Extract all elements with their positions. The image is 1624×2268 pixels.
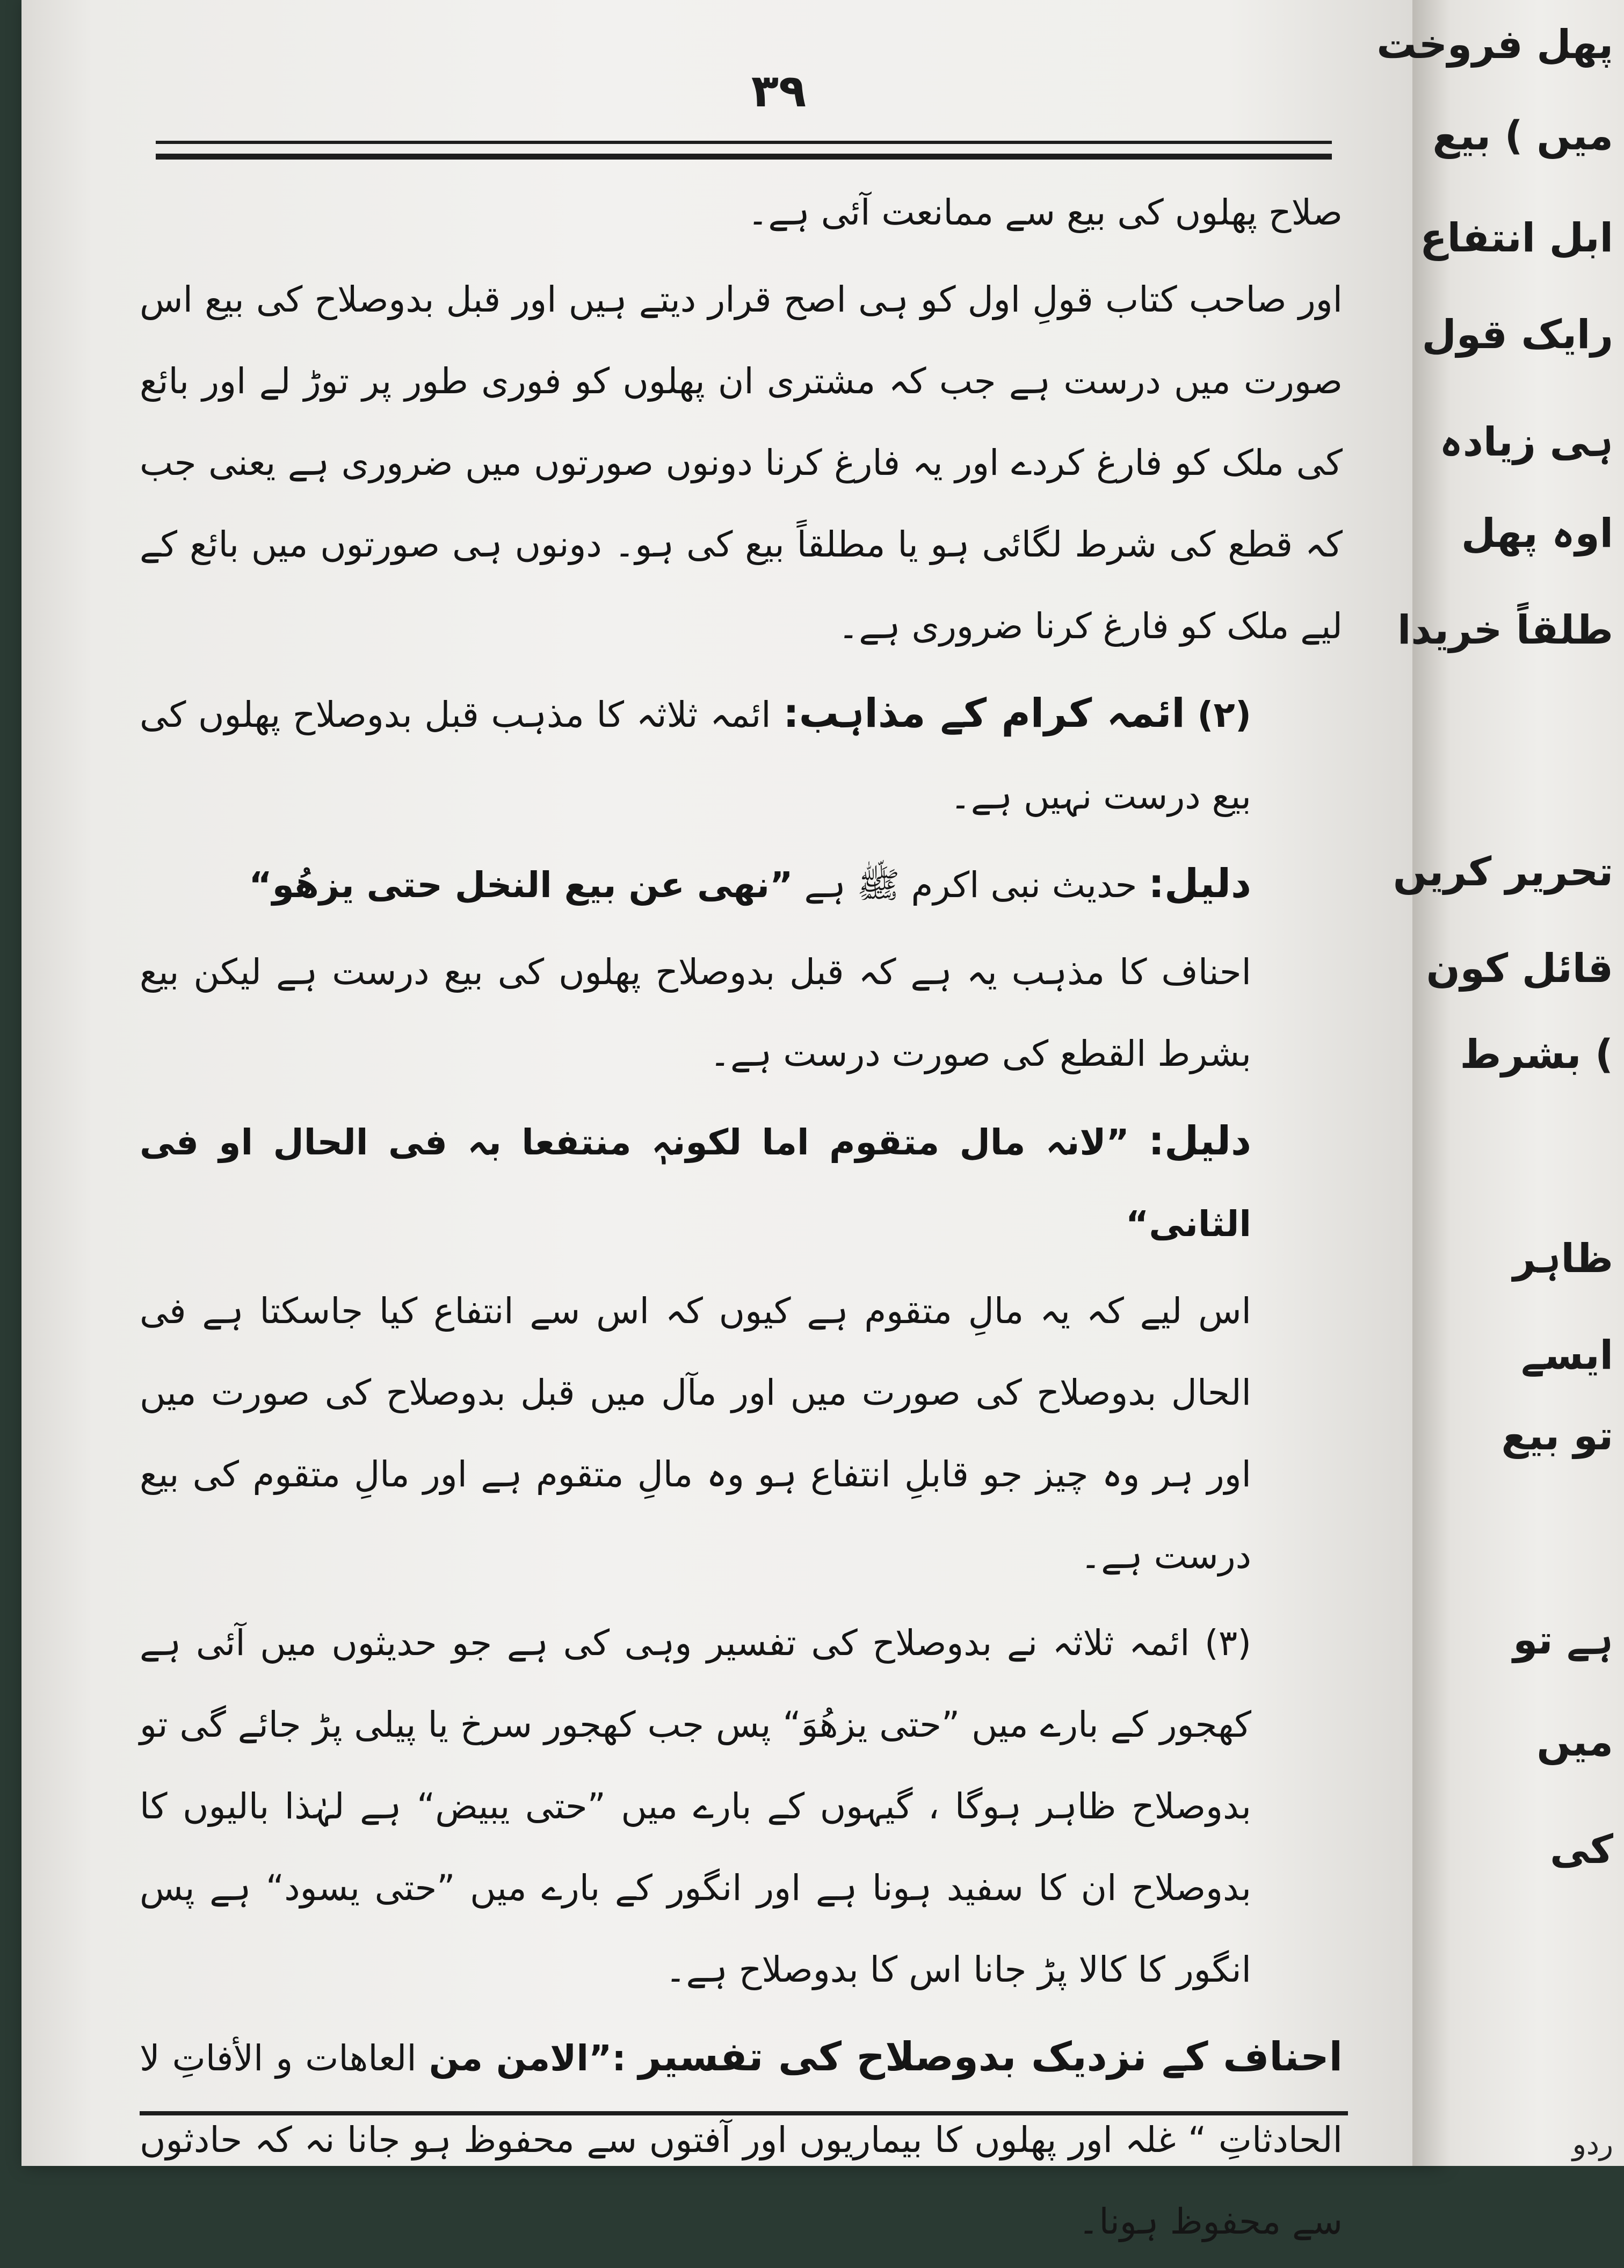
- daleel-label: دلیل:: [1148, 1118, 1251, 1164]
- text-line: اور صاحب کتاب قولِ اول کو ہی اصح قرار دیتے ہیں اور قبل بدوصلاح کی بیع اس: [140, 279, 1343, 320]
- section-3: [140, 1602, 1343, 2011]
- daleel-2: [140, 1100, 1343, 1265]
- text-line: صلاح پھلوں کی بیع سے ممانعت آئی ہے۔: [747, 192, 1343, 233]
- facing-fragment: قائل کون: [1426, 945, 1613, 992]
- text-line: صورت میں درست ہے جب کہ مشتری ان پھلوں کو فوری طور پر توڑ لے اور بائع کی ملک: [140, 360, 1343, 483]
- text-line: العاھات و الأفاتِ لا الحادثاتِ “ غلہ اور پھلوں کا بیماریوں اور آفتوں سے محفوظ ہو: [140, 2038, 1343, 2161]
- facing-fragment: طلقاً خریدا: [1397, 607, 1613, 653]
- facing-fragment: ہی زیادہ: [1439, 419, 1613, 465]
- facing-fragment: تو بیع: [1501, 1413, 1613, 1459]
- text-line: بدوصلاح کی صورت میں اور مآل میں قبل بدوصلاح کی صورت میں اور ہر وہ چیز جو قابلِ: [140, 1372, 1251, 1495]
- facing-fragment: میں ) بیع: [1432, 113, 1613, 159]
- facing-fragment: کی: [1550, 1826, 1613, 1873]
- section-number: (۲): [1197, 694, 1252, 735]
- text-line: انتفاع ہو وہ مالِ متقوم ہے اور مالِ متقوم کی بیع درست ہے۔: [140, 1454, 1251, 1577]
- facing-fragment: ایسے: [1521, 1332, 1613, 1378]
- ahnaf-tafseer: [140, 2016, 1343, 2263]
- facing-fragment: ہے تو: [1513, 1617, 1613, 1663]
- facing-fragment: تحریر کریں: [1393, 849, 1613, 895]
- facing-fragment: پھل فروخت: [1376, 21, 1613, 68]
- daleel-1: [140, 843, 1343, 926]
- text-line: کو فارغ کردے اور یہ فارغ کرنا دونوں صورتوں میں ضروری ہے یعنی جب کہ قطع کی: [140, 442, 1343, 565]
- text-line: جانا نہ کہ حادثوں سے محفوظ ہونا۔: [140, 2119, 1343, 2242]
- section-text: ائمہ ثلاثہ کا مذہب قبل بدوصلاح پھلوں کی: [140, 694, 771, 735]
- text-line: القطع کی صورت درست ہے۔: [709, 1033, 1147, 1074]
- facing-fragment: ) بشرط: [1460, 1031, 1613, 1078]
- daleel-text: حدیث نبی اکرم ﷺ ہے: [804, 864, 1137, 906]
- facing-fragment: ابل انتفاع: [1420, 215, 1613, 261]
- text-line: ضروری ہے۔: [838, 605, 1024, 647]
- footer-rule: [140, 2111, 1348, 2115]
- facing-page-edge: [1376, 0, 1624, 2166]
- text-line: (۳) ائمہ ثلاثہ نے بدوصلاح کی تفسیر وہی کی ہے جو حدیثوں میں آئی ہے کھجور کے: [140, 1622, 1251, 1745]
- section-heading: ائمہ کرام کے مذاہب:: [783, 690, 1185, 736]
- page-body: [140, 172, 1343, 2268]
- header-rule-thick: [156, 154, 1332, 160]
- hadith-quote: ”نھی عن بیع النخل حتی یزھُو“: [249, 864, 793, 906]
- tafseer-quote-start: :”الامن من: [429, 2038, 626, 2079]
- arabic-quote: ”لانہ مال متقوم اما لکونہٖ منتفعا بہ فی الحال او فی الثانی“: [140, 1122, 1251, 1245]
- text-line: شرط لگائی ہو یا مطلقاً بیع کی ہو۔ دونوں ہی صورتوں میں بائع کے لیے ملک کو فارغ کرنا: [140, 524, 1343, 647]
- text-line: انگور کے بارے میں ”حتی یسود“ ہے پس انگور کا کالا پڑ جانا اس کا بدوصلاح ہے۔: [140, 1867, 1251, 1990]
- text-line: اس لیے کہ یہ مالِ متقوم ہے کیوں کہ اس سے انتفاع کیا جاسکتا ہے فی الحال: [140, 1290, 1251, 1413]
- explanation-paragraph: [140, 1270, 1343, 1597]
- text-line: [140, 259, 1343, 667]
- facing-fragment: میں: [1536, 1719, 1613, 1765]
- page-number: ۳۹: [751, 64, 807, 117]
- facing-fragment: رایک قول: [1422, 312, 1613, 358]
- facing-fragment: ظاہر: [1513, 1236, 1613, 1282]
- text-line: احناف کا مذہب یہ ہے کہ قبل بدوصلاح پھلوں کی بیع درست ہے لیکن بیع بشرط: [140, 951, 1251, 1074]
- tafseer-heading: احناف کے نزدیک بدوصلاح کی تفسیر: [638, 2034, 1343, 2080]
- section-text: بیع درست نہیں ہے۔: [950, 776, 1251, 817]
- facing-fragment: اوہ پھل: [1461, 510, 1613, 557]
- text-line: ، گیہوں کے بارے میں ”حتی یبیض“ ہے لہٰذا بالیوں کا بدوصلاح ان کا سفید ہونا ہے اور: [140, 1786, 1252, 1909]
- section-2: [140, 673, 1343, 837]
- header-rule-thin: [156, 141, 1332, 144]
- text-line: بارے میں ”حتی یزھُوَ“ پس جب کھجور سرخ یا پیلی پڑ جائے گی تو بدوصلاح ظاہر ہوگا: [140, 1704, 1251, 1827]
- ahnaf-paragraph: [140, 931, 1343, 1095]
- daleel-label: دلیل:: [1148, 861, 1251, 907]
- facing-corner-text: ردو: [1572, 2127, 1613, 2161]
